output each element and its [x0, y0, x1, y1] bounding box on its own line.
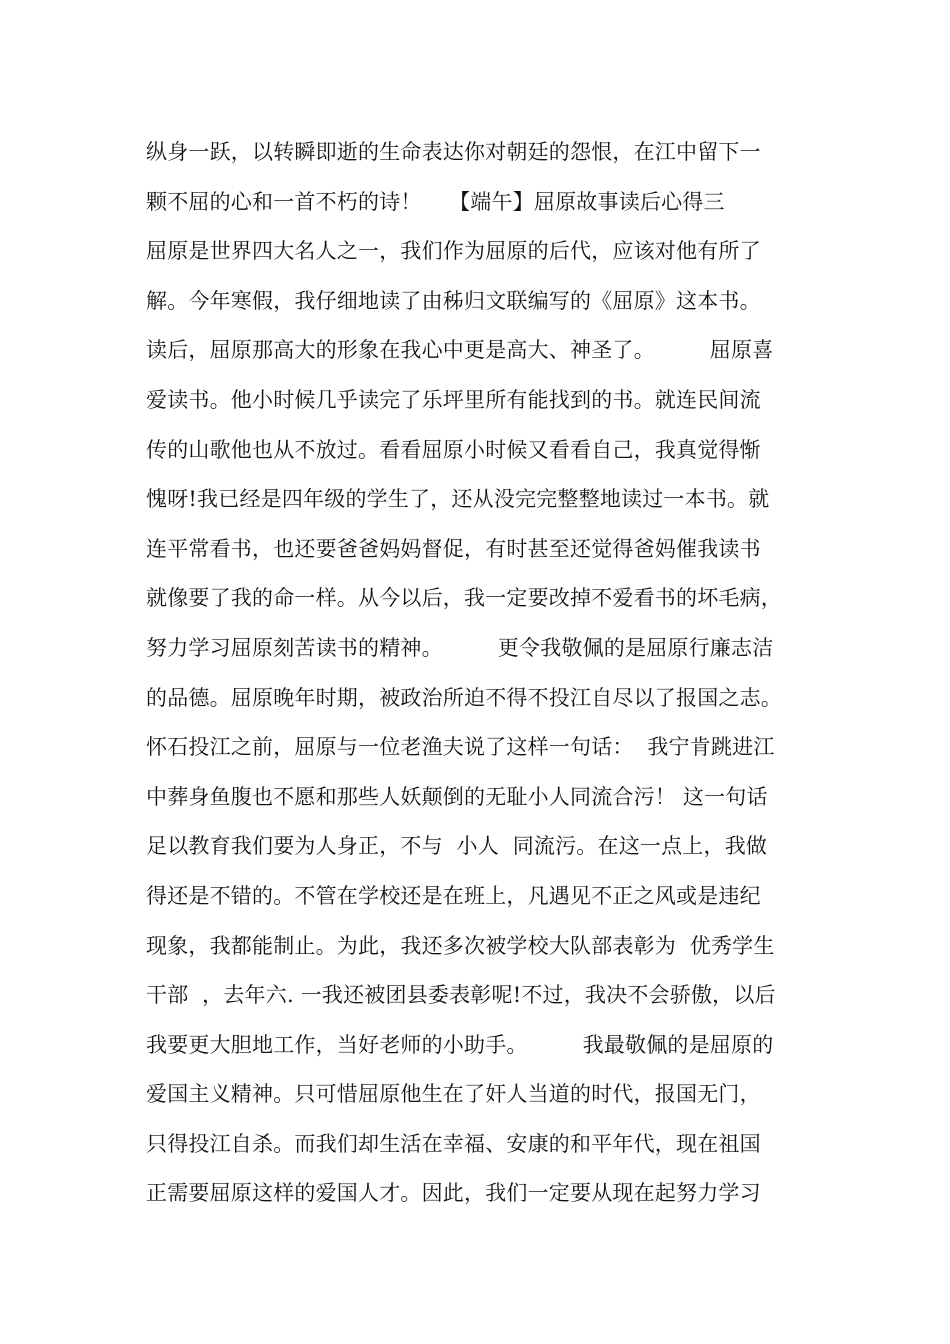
text-line: 连平常看书，也还要爸爸妈妈督促，有时甚至还觉得爸妈催我读书 — [146, 536, 761, 561]
body-text — [146, 128, 836, 1219]
text-line: 干部 ，去年六. 一我还被团县委表彰呢!不过，我决不会骄傲，以后 — [146, 983, 776, 1008]
text-line: 愧呀!我已经是四年级的学生了，还从没完完整整地读过一本书。就 — [146, 487, 770, 512]
text-line: 足以教育我们要为人身正，不与 小人 同流污。在这一点上，我做 — [146, 834, 768, 859]
text-line: 努力学习屈原刻苦读书的精神。 更令我敬佩的是屈原行廉志洁 — [146, 635, 774, 660]
text-line: 爱国主义精神。只可惜屈原他生在了奸人当道的时代，报国无门， — [146, 1082, 761, 1107]
text-line: 现象，我都能制止。为此，我还多次被学校大队部表彰为 优秀学生 — [146, 933, 775, 958]
text-line: 得还是不错的。不管在学校还是在班上，凡遇见不正之风或是违纪 — [146, 883, 761, 908]
text-line: 就像要了我的命一样。从今以后，我一定要改掉不爱看书的坏毛病， — [146, 586, 782, 611]
text-line: 屈原是世界四大名人之一，我们作为屈原的后代，应该对他有所了 — [146, 239, 761, 264]
text-line: 中葬身鱼腹也不愿和那些人妖颠倒的无耻小人同流合污！ 这一句话 — [146, 784, 768, 809]
text-line: 正需要屈原这样的爱国人才。因此，我们一定要从现在起努力学习 — [146, 1181, 761, 1206]
text-line: 的品德。屈原晚年时期，被政治所迫不得不投江自尽以了报国之志。 — [146, 685, 782, 710]
text-line: 怀石投江之前，屈原与一位老渔夫说了这样一句话： 我宁肯跳进江 — [146, 735, 775, 760]
text-line: 颗不屈的心和一首不朽的诗！ 【端午】屈原故事读后心得三 — [146, 189, 725, 214]
text-line: 传的山歌他也从不放过。看看屈原小时候又看看自己，我真觉得惭 — [146, 437, 761, 462]
text-line: 只得投江自杀。而我们却生活在幸福、安康的和平年代，现在祖国 — [146, 1131, 761, 1156]
text-line: 读后，屈原那高大的形象在我心中更是高大、神圣了。 屈原喜 — [146, 338, 774, 363]
text-line: 我要更大胆地工作，当好老师的小助手。 我最敬佩的是屈原的 — [146, 1032, 774, 1057]
text-line: 爱读书。他小时候几乎读完了乐坪里所有能找到的书。就连民间流 — [146, 387, 761, 412]
text-line: 解。今年寒假，我仔细地读了由秭归文联编写的《屈原》这本书。 — [146, 288, 761, 313]
text-line: 纵身一跃，以转瞬即逝的生命表达你对朝廷的怨恨，在江中留下一 — [146, 140, 761, 164]
